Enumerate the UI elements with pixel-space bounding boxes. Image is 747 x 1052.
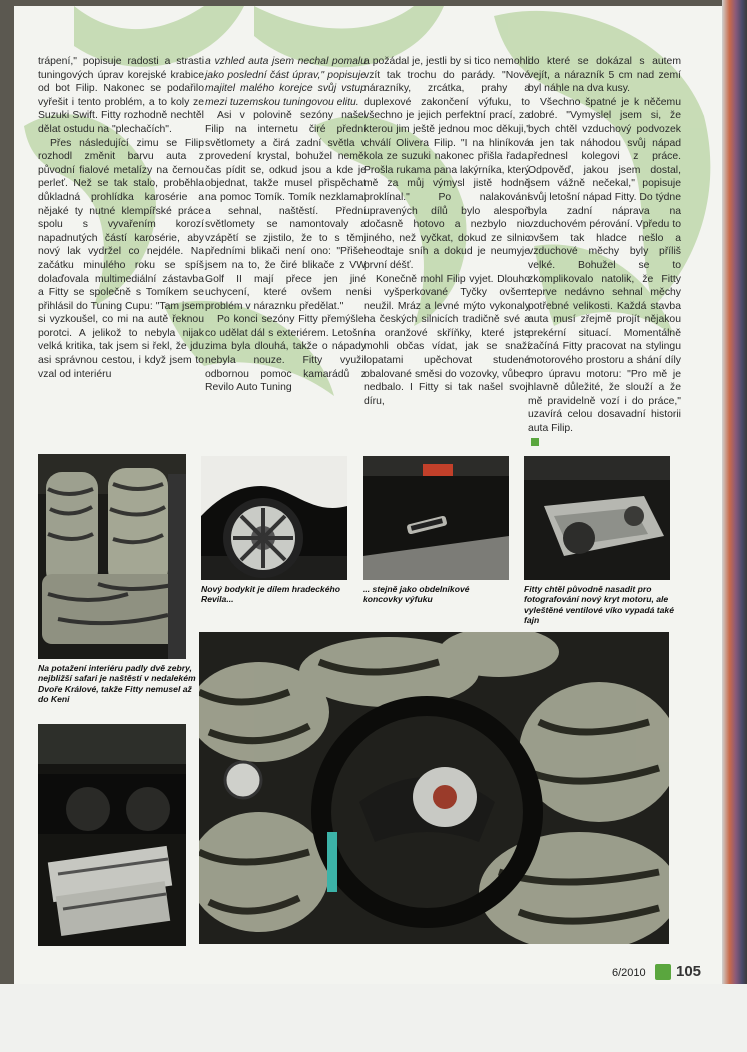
exhaust-caption: ... stejně jako obdelníkové koncovky výfuku xyxy=(363,584,470,605)
page-edge-strip xyxy=(722,0,747,1052)
seats-caption: Na potažení interiéru padly dvě zebry, nejbližší safari je naštěstí v nedalekém Dvoře Králové, takže Fitty nemusel až do Keni xyxy=(38,663,196,705)
steering-wheel-interior-photo xyxy=(199,632,669,944)
magazine-logo-icon xyxy=(655,964,671,980)
column1-paragraph: trápení," popisuje radosti a strasti tuningových úprav korejské krabice od bot Filip. Nakonec se podařilo vyřešit i tento problém, a to koly ze Suzuki Swift. Fitty rozhodně nechtěl dělat ostudu na "plechačích". xyxy=(38,56,204,135)
column2-paragraph: Asi v polovině sezóny našel Filip na internetu čiré přední světlomety a čirá zadní světla v provedení krystal, bohužel neměl čas pídit se, odkud jsou a kde je objednat, takže musel přispěchat na pomoc Tomík. Tomík nezklamal a sehnal, naštěstí. Přední světlomety se namontovaly a vzápětí se zjistilo, že to s těmi předními blikači není ono: "Přišel jsem na to, že čiré blikače z VW Golf II mají přece jen jiné uchycení, které ovšem není problém v náraznku předělat." xyxy=(205,110,366,312)
issue-number: 6/2010 xyxy=(612,967,646,979)
engine-caption: Fitty chtěl původně nasadit pro fotografování nový kryt motoru, ale vyleštěné ventilové víko vypadá také fajn xyxy=(524,584,674,626)
wheel-caption: Nový bodykit je dílem hradeckého Revila... xyxy=(201,584,340,605)
column4-paragraph: do které se dokázal s autem vejít, a nárazník 5 cm nad zemí byl náhle na dva kusy. xyxy=(528,56,681,95)
trunk-audio-photo xyxy=(38,724,186,946)
page-number: 105 xyxy=(676,963,702,980)
exhaust-photo xyxy=(363,456,509,580)
scan-background xyxy=(0,984,747,1052)
column3-paragraph: a požádal je, jestli by si tico nemohli vzít tak trochu do parády. "Nové nárazníky, zrcátka, prahy a duplexové zakončení výfuku, to všechno je jejich perfektní prací, za kterou jim ještě jednou moc děkuji," chválí Olivera Filip. "I na hliníková kola ze suzuki nakonec přišla řada. Prošla rukama pana lakýrníka, který mě za můj výmysl jistě hodně proklínal." Po nalakování upravených dílů bylo alespoň dočasně hotovo a nezbylo nic jiného, než vyčkat, dokud ze silnic neodtaje sníh a dokud je neumyje první déšť. xyxy=(364,56,530,271)
article-column-2 xyxy=(205,55,366,395)
engine-photo xyxy=(524,456,670,580)
magazine-page xyxy=(14,6,722,984)
column2-paragraph: a vzhled auta jsem nechal pomalu jako poslední část úprav," popisuje majitel malého korejce svůj vstup mezi tuzemskou tuningovou elitu. xyxy=(205,56,366,108)
column2-paragraph: Po konci sezóny Fitty přemýšlel co udělat dál s exteriérem. Letošní zima byla dlouhá, takže o nápady nebyla nouze. Fitty využil odbornou pomoc kamarádů z Revilo Auto Tuning xyxy=(205,314,366,394)
zebra-seats-photo xyxy=(38,454,186,659)
article-column-4 xyxy=(528,55,681,449)
article-end-icon xyxy=(531,438,539,446)
column3-paragraph: Konečně mohl Filip vyjet. Dlouho si vyšperkované Tyčky ovšem neužil. Mráz a levné mýto vykonaly na českých silnicích tradičně své a na oranžové skříňky, které jste mohli občas vídat, jak se snaží lopatami upěchovat studené obalované směsi do vozovky, vůbec nedbalo. I Fitty si tak našel svoji díru, xyxy=(364,273,530,407)
article-column-3 xyxy=(364,55,530,408)
column4-paragraph: Všechno špatné je k něčemu dobré. "Vymyslel jsem si, že bych chtěl vzduchový podvozek a jen tak náhodou svůj nápad přednesl kolegovi z práce. Odpověď, jakou jsem dostal, jsem vážně nečekal," popisuje svůj letošní nápad Fitty. Do týdne byla zadní náprava na vzduchovém pérování. Vpředu to ovšem tak hladce nešlo a vzduchové měchy byly příliš velké. Bohužel se to zkomplikovalo natolik, že Fitty teprve nedávno sehnal měchy potřebné velikosti. Každá stavba auta musí zřejmě projít nějakou prekérní situací. Momentálně začíná Fitty pracovat na stylingu motorového prostoru a shání díly pro úpravu motoru: "Pro mě je hlavně důležité, že slouží a že mě pravidelně vozí i do práce," uzavírá celou dosavadní historii auta Filip. xyxy=(528,96,681,435)
wheel-photo xyxy=(201,456,347,580)
column1-paragraph: Přes následující zimu se Filip rozhodl změnit barvu auta z původní fialové metalízy na černou perleť. Než se tak stalo, proběhla důkladná prohlídka karosérie a nějaké ty nutné klempířské práce spolu s vyvařením korozí napadnutých částí karosérie, aby nový lak vydržel co nejdéle. Na začátku minulého roku se spíš dolaďovala multimediální zástavba a Fitty se společně s Tomíkem se přihlásil do Tuning Cupu: "Tam jsem si vyzkoušel, co mi na autě řeknou porotci. A jelikož to nebyla nijak velká kritika, tak jsem si řekl, že jdu asi správnou cestou, i když jsem to vzal od interiéru xyxy=(38,137,204,380)
article-column-1 xyxy=(38,55,204,381)
